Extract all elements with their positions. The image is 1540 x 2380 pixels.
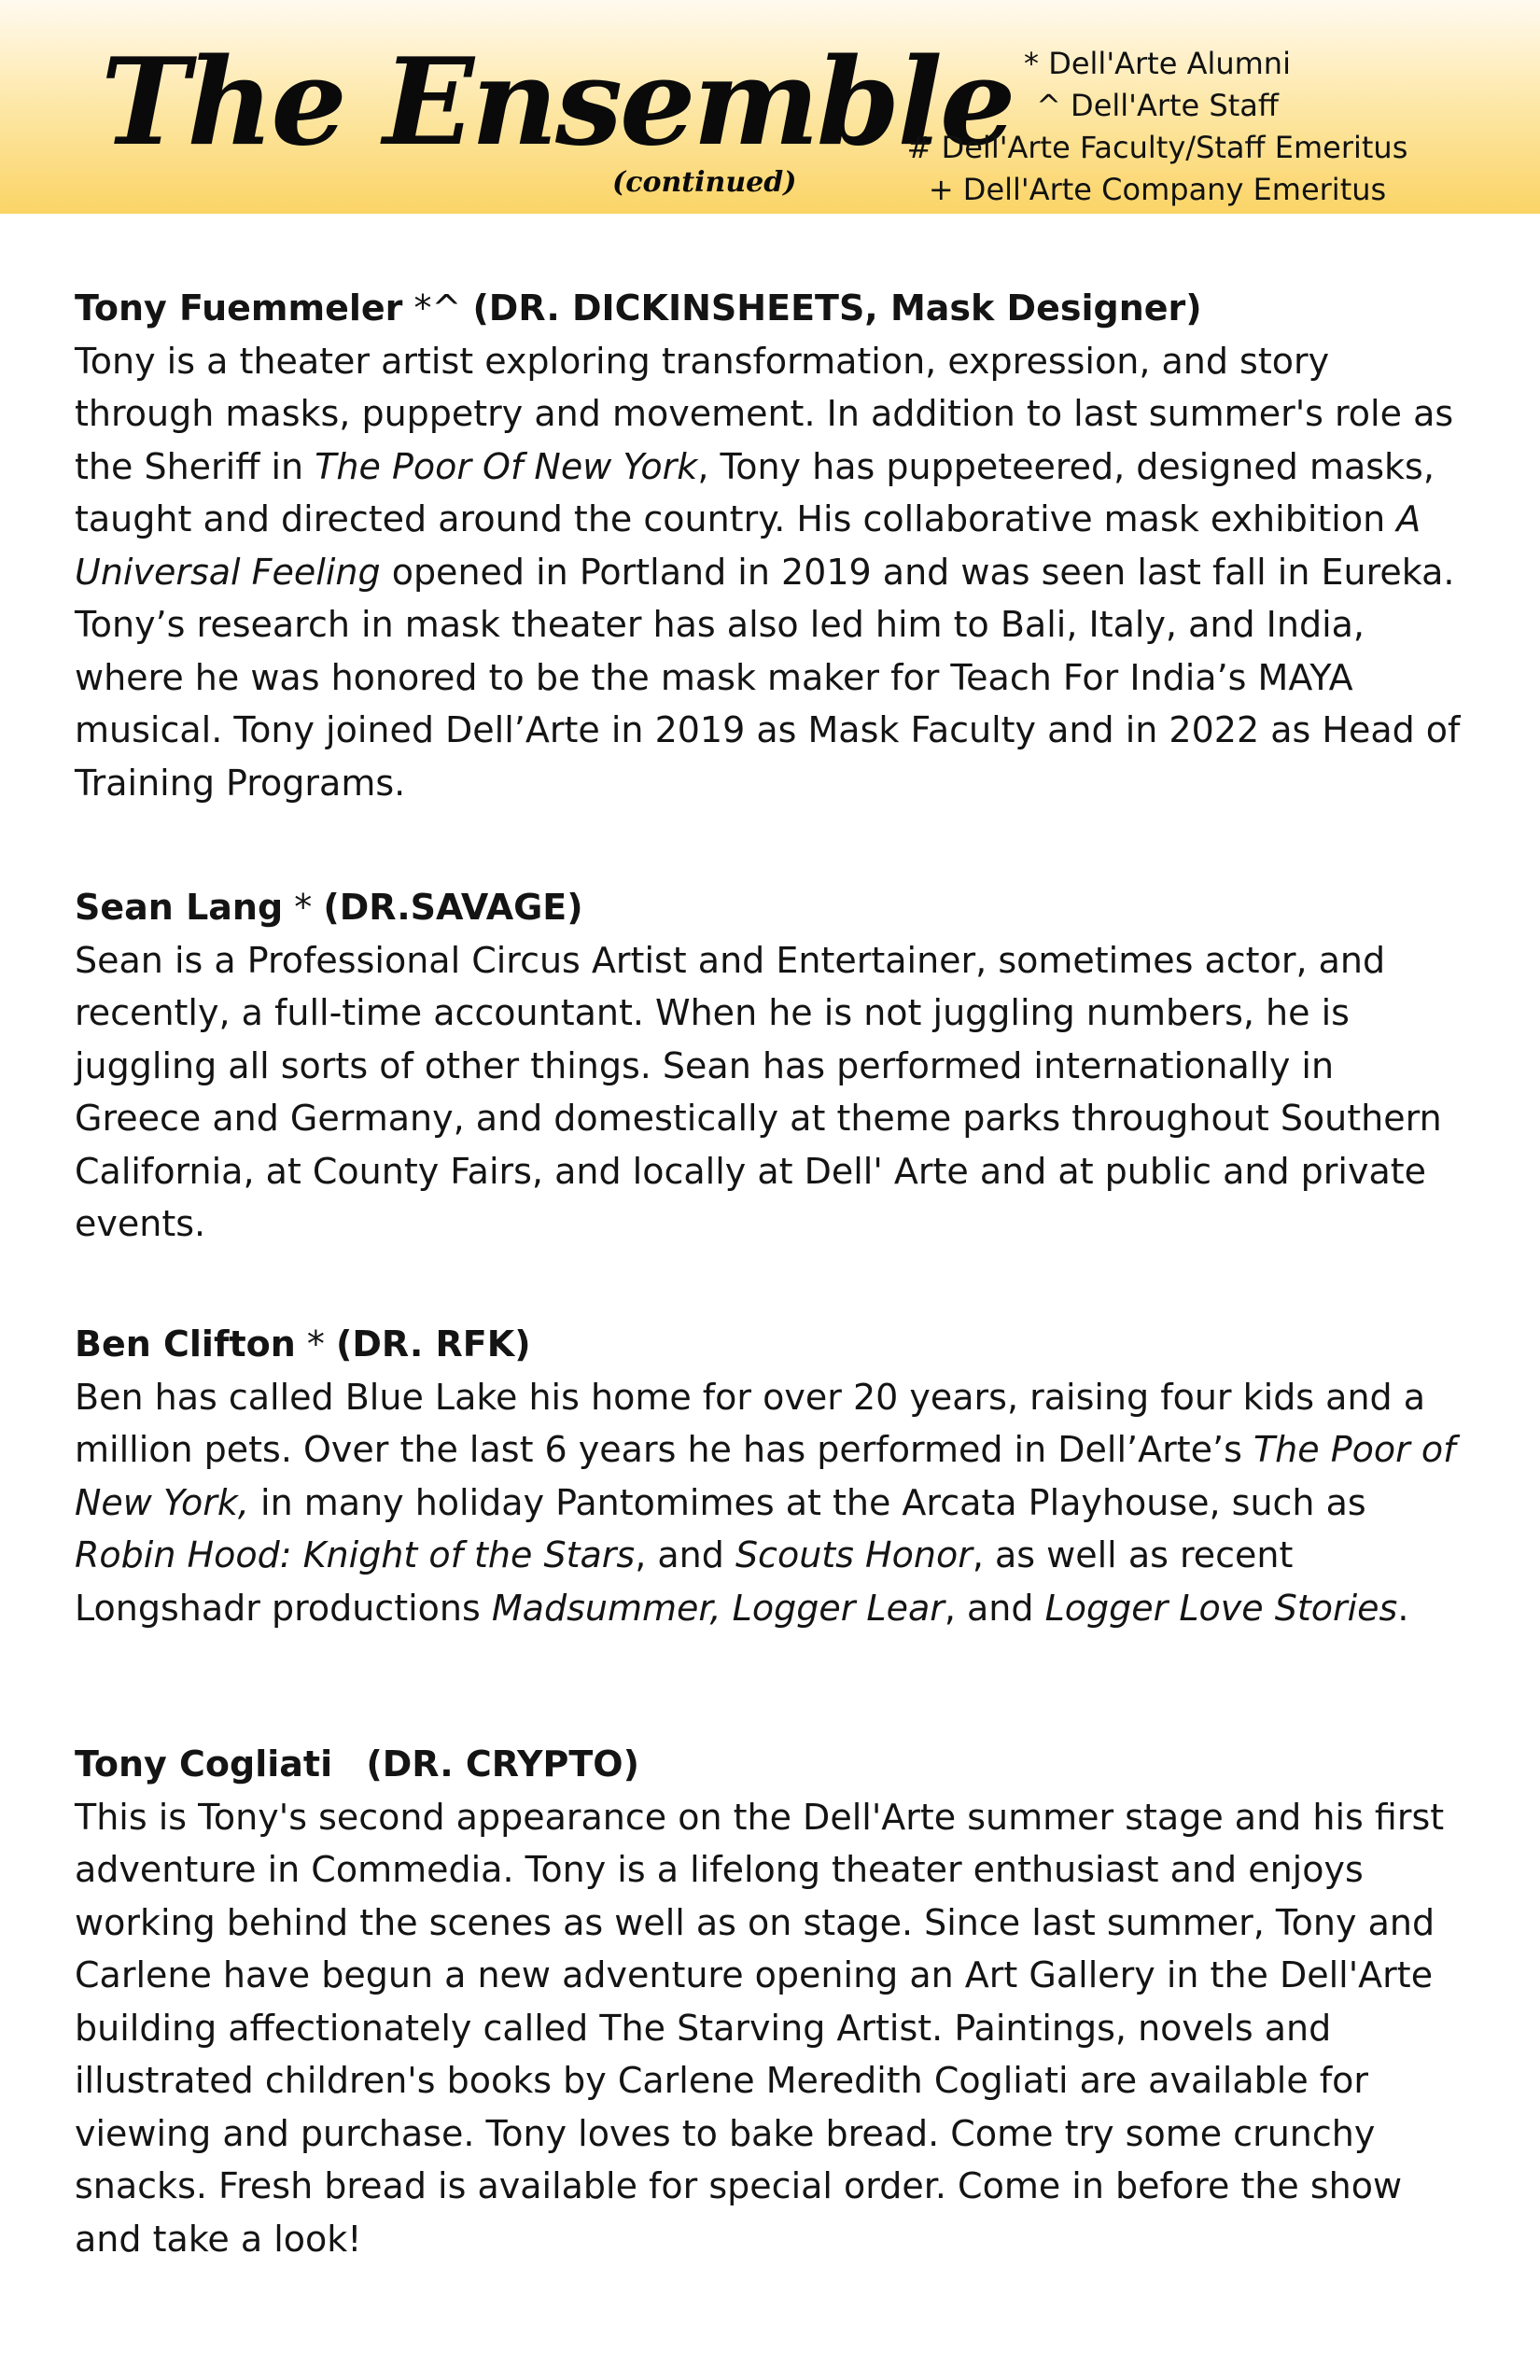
production-title: The Poor of New York, — [75, 1429, 1456, 1523]
bio-text: Sean is a Professional Circus Artist and Entertainer, sometimes actor, and recently, a full-time accountant. When he is not juggling numbers, he is juggling all sorts of other things. Sean has performed internationally in Greece and Germany, and domestically at theme parks throughout Southern California, at County Fairs, and locally at Dell' Arte and at public and private events. — [75, 939, 1442, 1244]
production-title: Logger Love Stories — [1044, 1587, 1398, 1629]
bio-entry — [75, 1738, 1465, 2265]
bio-heading — [75, 1318, 1465, 1371]
performer-role: (DR. CRYPTO) — [366, 1743, 639, 1785]
bio-text: Tony is a theater artist exploring transformation, expression, and story through masks, puppetry and movement. In addition to last summer's role as the Sheriff in The Poor Of New York, Tony has puppeteered, designed masks, taught and directed around the country. His collaborative mask exhibition A Universal Feeling opened in Portland in 2019 and was seen last fall in Eureka. Tony’s research in mask theater has also led him to Bali, Italy, and India, where he was honored to be the mask maker for Teach For India’s MAYA musical. Tony joined Dell’Arte in 2019 as Mask Faculty and in 2022 as Head of Training Programs. — [75, 340, 1461, 804]
production-title: Madsummer, Logger Lear — [491, 1587, 945, 1629]
performer-role: (DR. DICKINSHEETS, Mask Designer) — [472, 287, 1202, 329]
page-title: The Ensemble — [101, 33, 1014, 173]
affiliation-marks: * — [283, 887, 324, 928]
bio-heading — [75, 881, 1465, 934]
bio-heading — [75, 282, 1465, 335]
production-title: Scouts Honor — [735, 1534, 973, 1575]
performer-role: (DR. RFK) — [336, 1323, 531, 1365]
exhibition-title: A Universal Feeling — [75, 498, 1421, 593]
affiliation-marks: * — [295, 1323, 336, 1365]
legend-item-company-emeritus: + Dell'Arte Company Emeritus — [928, 172, 1387, 207]
performer-name: Ben Clifton — [75, 1323, 296, 1365]
legend-item-alumni: * Dell'Arte Alumni — [1024, 46, 1291, 81]
bio-entry — [75, 1318, 1465, 1634]
performer-role: (DR.SAVAGE) — [323, 887, 583, 928]
performer-name: Tony Fuemmeler — [75, 287, 403, 329]
production-title: Robin Hood: Knight of the Stars — [75, 1534, 636, 1575]
affiliation-marks — [332, 1743, 366, 1785]
affiliation-marks: *^ — [402, 287, 473, 329]
performer-name: Tony Cogliati — [75, 1743, 333, 1785]
production-title: The Poor Of New York — [315, 445, 698, 487]
legend-item-staff: ^ Dell'Arte Staff — [1036, 88, 1279, 123]
bio-entry — [75, 881, 1465, 1251]
header-banner — [0, 0, 1540, 214]
page-subtitle: (continued) — [612, 166, 797, 199]
symbol-legend — [882, 43, 1433, 211]
bio-heading — [75, 1738, 1465, 1791]
legend-item-faculty-emeritus: # Dell'Arte Faculty/Staff Emeritus — [906, 130, 1408, 165]
performer-name: Sean Lang — [75, 887, 284, 928]
bio-entry — [75, 282, 1465, 809]
bio-text: This is Tony's second appearance on the Dell'Arte summer stage and his first adventure in Commedia. Tony is a lifelong theater enthusiast and enjoys working behind the scenes as well as on stage. Since last summer, Tony and Carlene have begun a new adventure opening an Art Gallery in the Dell'Arte building affectionately called The Starving Artist. Paintings, novels and illustrated children's books by Carlene Meredith Cogliati are available for viewing and purchase. Tony loves to bake bread. Come try some crunchy snacks. Fresh bread is available for special order. Come in before the show and take a look! — [75, 1796, 1445, 2260]
bio-text: Ben has called Blue Lake his home for over 20 years, raising four kids and a million pets. Over the last 6 years he has performed in Dell’Arte’s The Poor of New York, in many holiday Pantomimes at the Arcata Playhouse, such as Robin Hood: Knight of the Stars, and Scouts Honor, as well as recent Longshadr productions Madsummer, Logger Lear, and Logger Love Stories. — [75, 1376, 1456, 1629]
